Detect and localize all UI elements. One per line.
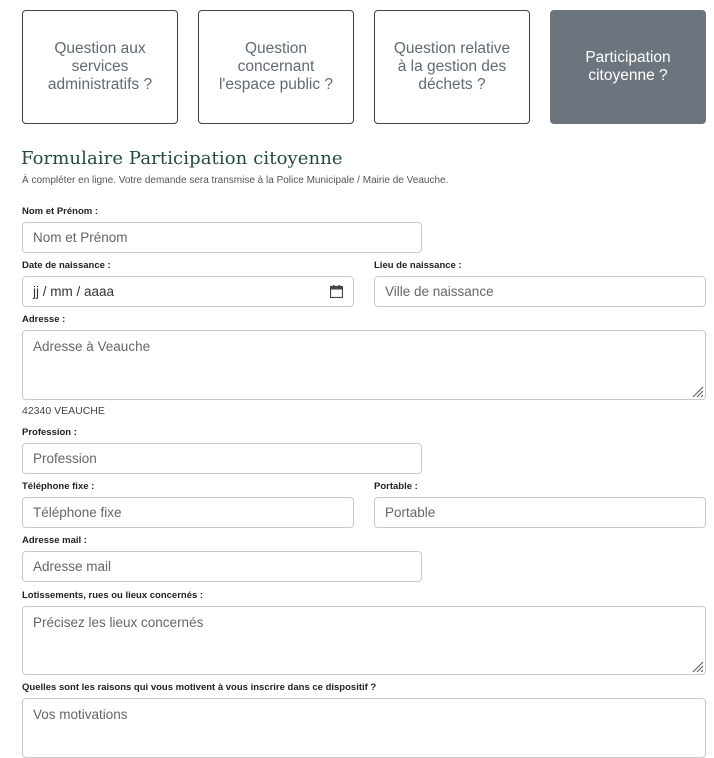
address-label: Adresse : <box>22 314 66 325</box>
places-label: Lotissements, rues ou lieux concernés : <box>22 590 204 601</box>
reasons-placeholder: Vos motivations <box>33 707 128 722</box>
birth-date-label: Date de naissance : <box>22 260 111 271</box>
mobile-placeholder: Portable <box>385 505 436 520</box>
mobile-input[interactable] <box>374 497 706 528</box>
phone-placeholder: Téléphone fixe <box>33 505 122 520</box>
form-title: Formulaire Participation citoyenne <box>21 148 343 169</box>
name-placeholder: Nom et Prénom <box>33 230 128 245</box>
category-tabs <box>22 10 706 124</box>
birth-place-placeholder: Ville de naissance <box>385 284 494 299</box>
places-textarea[interactable] <box>22 606 706 675</box>
birth-date-placeholder: jj / mm / aaaa <box>33 284 115 299</box>
tab-services-administratifs[interactable]: Question aux services administratifs ? <box>22 10 178 124</box>
form-subtitle: À compléter en ligne. Votre demande sera transmise à la Police Municipale / Mairie de Veauche. <box>22 175 449 186</box>
name-label: Nom et Prénom : <box>22 206 99 217</box>
birth-place-input[interactable] <box>374 276 706 307</box>
profession-placeholder: Profession <box>33 451 97 466</box>
places-placeholder: Précisez les lieux concernés <box>33 615 204 630</box>
name-input[interactable] <box>22 222 422 253</box>
email-placeholder: Adresse mail <box>33 559 112 574</box>
postal-code-note: 42340 VEAUCHE <box>22 405 105 417</box>
birth-place-label: Lieu de naissance : <box>374 260 462 271</box>
phone-label: Téléphone fixe : <box>22 481 95 492</box>
resize-handle-icon[interactable] <box>690 659 704 673</box>
reasons-textarea[interactable] <box>22 698 706 758</box>
birth-date-input[interactable] <box>22 276 354 307</box>
email-input[interactable] <box>22 551 422 582</box>
calendar-icon[interactable] <box>329 285 343 299</box>
resize-handle-icon[interactable] <box>690 384 704 398</box>
phone-input[interactable] <box>22 497 354 528</box>
mobile-label: Portable : <box>374 481 418 492</box>
tab-espace-public[interactable]: Question concernant l'espace public ? <box>198 10 354 124</box>
profession-label: Profession : <box>22 427 77 438</box>
tab-gestion-dechets[interactable]: Question relative à la gestion des déchets ? <box>374 10 530 124</box>
profession-input[interactable] <box>22 443 422 474</box>
address-placeholder: Adresse à Veauche <box>33 339 151 354</box>
address-textarea[interactable] <box>22 330 706 400</box>
email-label: Adresse mail : <box>22 535 87 546</box>
tab-participation-citoyenne[interactable]: Participation citoyenne ? <box>550 10 706 124</box>
reasons-label: Quelles sont les raisons qui vous motivent à vous inscrire dans ce dispositif ? <box>22 682 377 693</box>
